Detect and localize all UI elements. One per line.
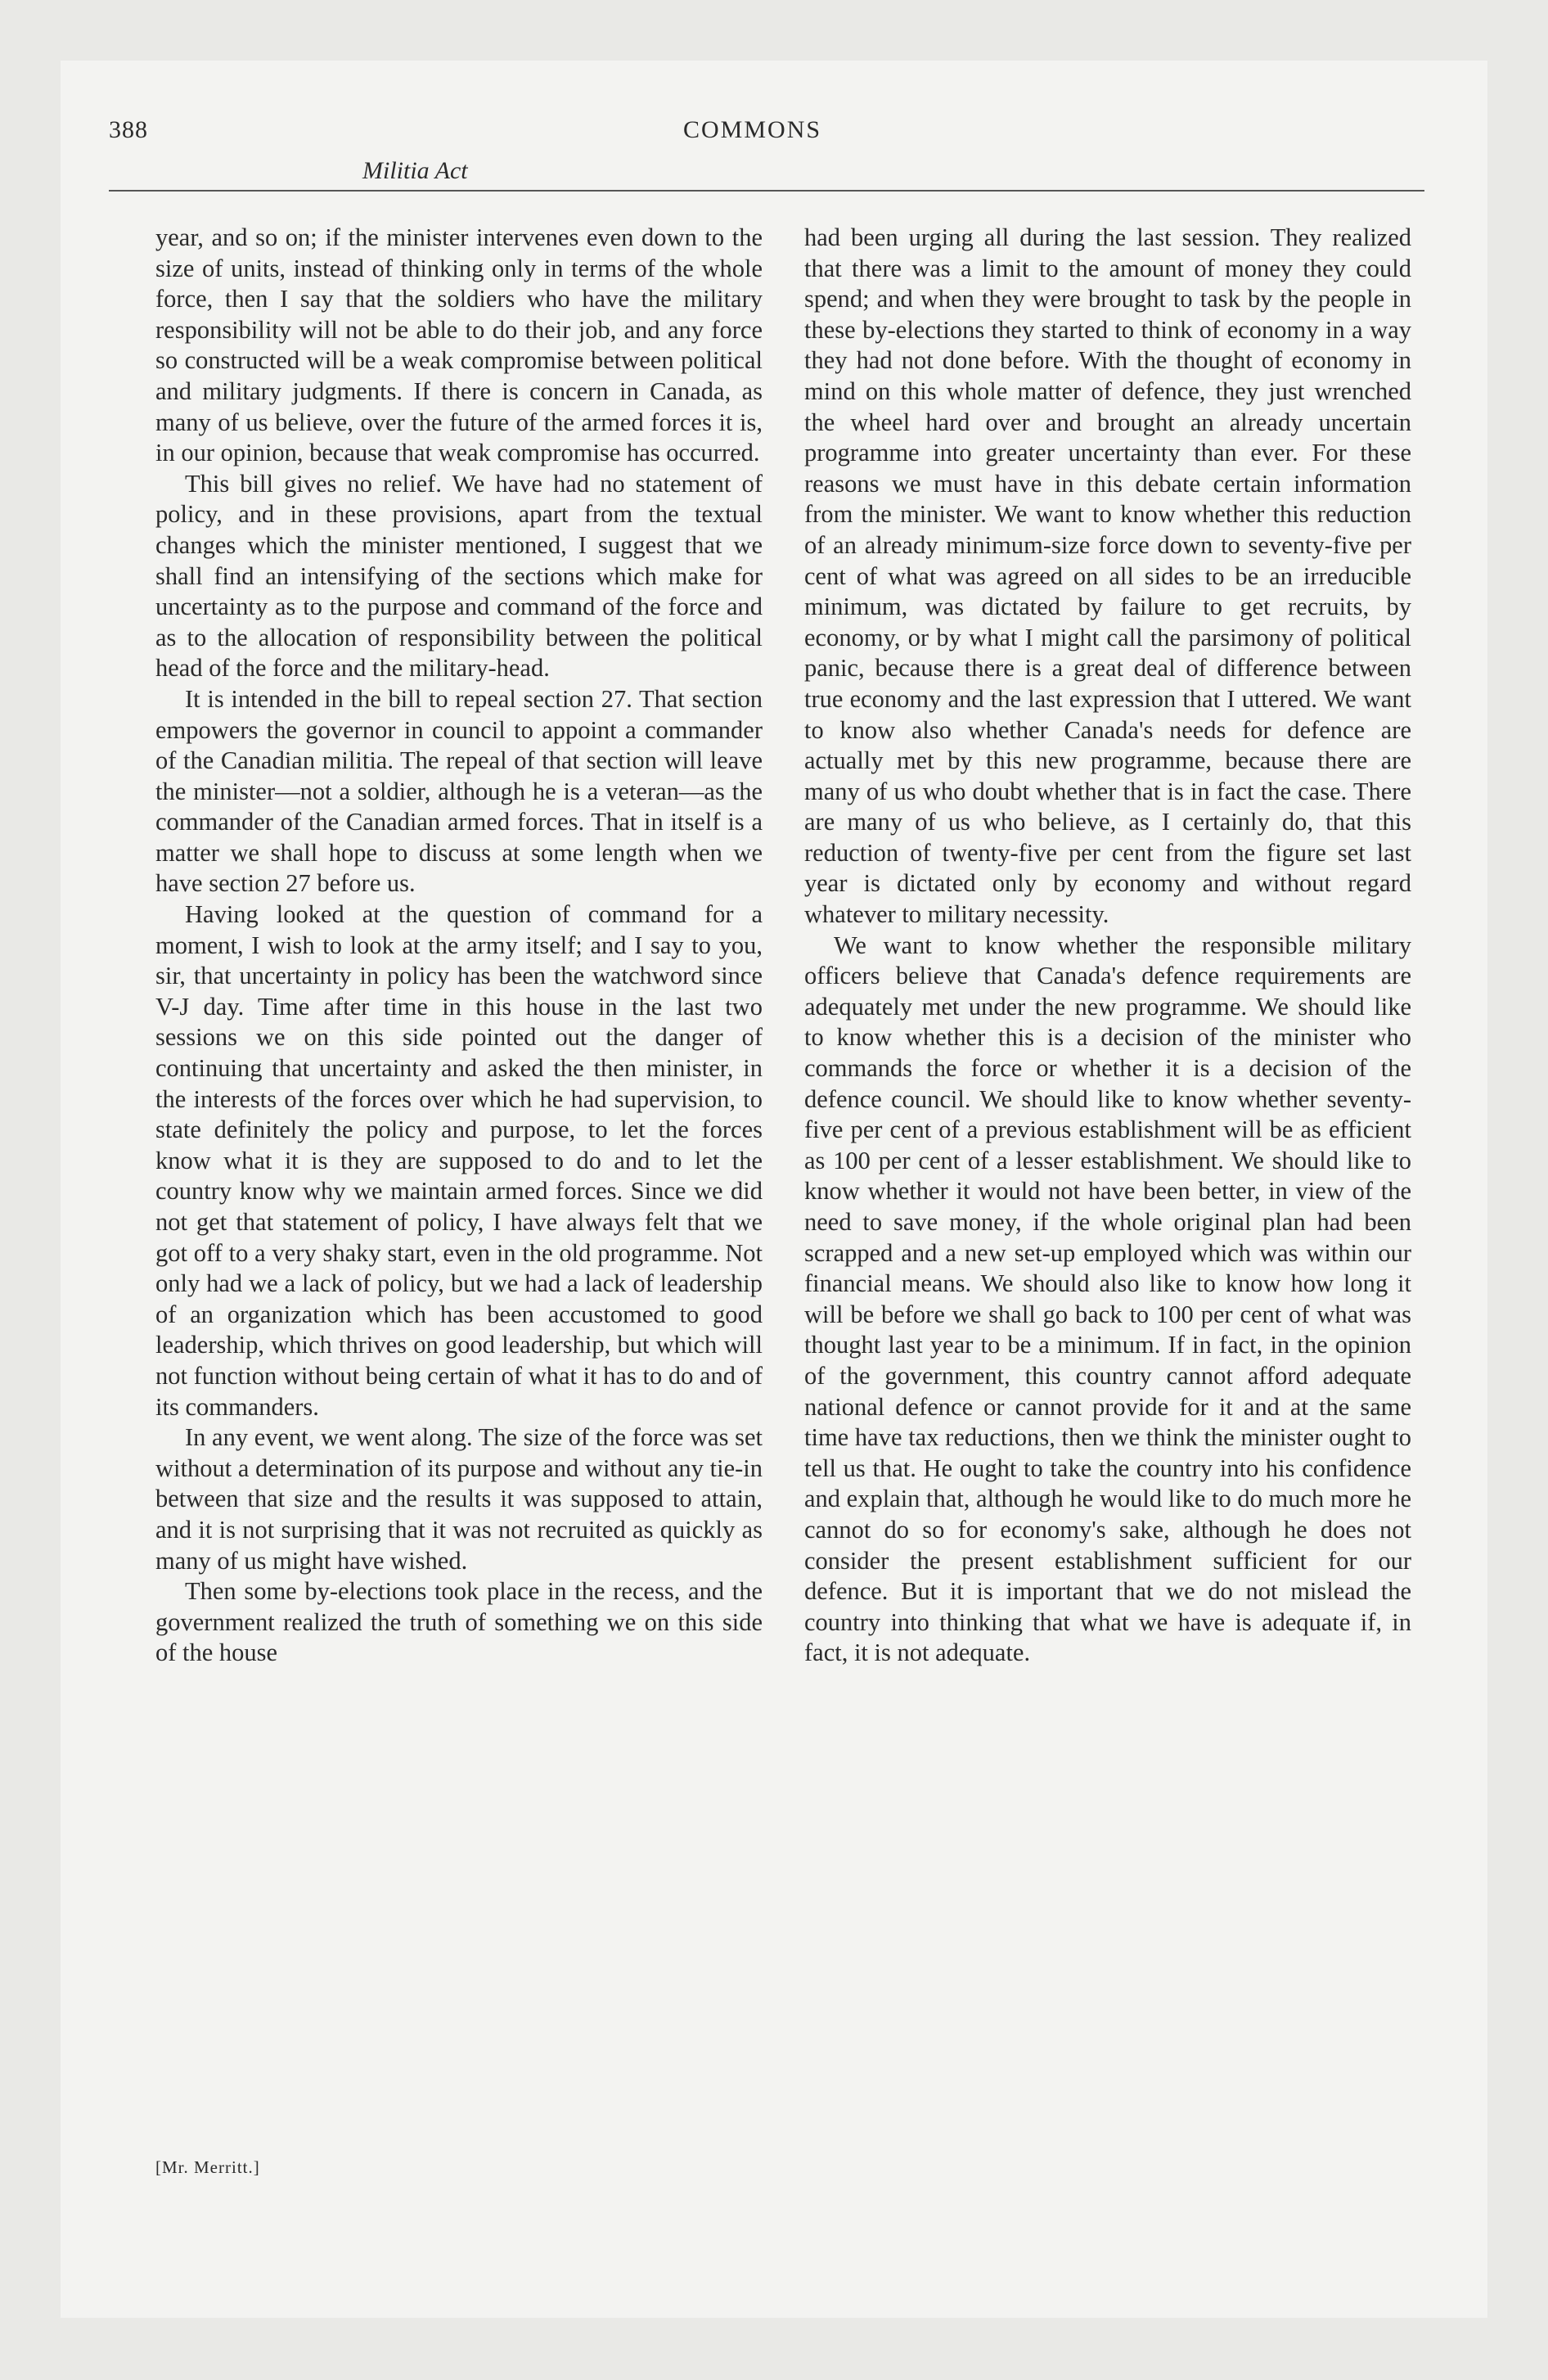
section-name: COMMONS xyxy=(683,116,822,143)
paragraph: We want to know whether the responsible military officers believe that Canada's defence requirements are adequately met under the new programme. We should like to know whether this is a decision of the minister who commands the force or whether it is a decision of the defence council. We should like to know whether seventy-five per cent of a previous establishment will be as efficient as 100 per cent of a lesser establishment. We should like to know whether it would not have been better, in view of the need to save money, if the whole original plan had been scrapped and a new set-up employed which was within our financial means. We should also like to know how long it will be before we shall go back to 100 per cent of what was thought last year to be a minimum. If in fact, in the opinion of the government, this country cannot afford adequate national defence or cannot provide for it and at the same time have tax reductions, then we think the minister ought to tell us that. He ought to take the country into his confidence and explain that, although he would like to do much more he cannot do so for economy's sake, although he does not consider the present establishment sufficient for our defence. But it is important that we do not mislead the country into thinking that what we have is adequate if, in fact, it is not adequate. xyxy=(804,931,1411,1667)
paragraph: had been urging all during the last session. They realized that there was a limit to the amount of money they could spend; and when they were brought to task by the people in these by-elections they started to think of economy in a way they had not done before. With the thought of economy in mind on this whole matter of defence, they just wrenched the wheel hard over and brought an already uncertain programme into greater uncertainty than ever. For these reasons we must have in this debate certain information from the minister. We want to know whether this reduction of an already minimum-size force down to seventy-five per cent of what was agreed on all sides to be an irreducible minimum, was dictated by failure to get recruits, by economy, or by what I might call the parsimony of political panic, because there is a great deal of difference between true economy and the last expression that I uttered. We want to know also whether Canada's needs for defence are actually met by this new programme, because there are many of us who doubt whether that is in fact the case. There are many of us who believe, as I certainly do, that this reduction of twenty-five per cent from the figure set last year is dictated only by economy and without regard whatever to military necessity. xyxy=(804,223,1411,929)
header-rule xyxy=(109,190,1424,192)
speaker-attribution: [Mr. Merritt.] xyxy=(155,2157,260,2177)
paragraph: Having looked at the question of command for a moment, I wish to look at the army itself; and I say to you, sir, that uncertainty in policy has been the watchword since V-J day. Time after time in this house in the last two sessions we on this side pointed out the danger of continuing that uncertainty and asked the then minister, in the interests of the forces over which he had supervision, to state definitely the policy and purpose, to let the forces know what it is they are supposed to do and to let the country know why we maintain armed forces. Since we did not get that statement of policy, I have always felt that we got off to a very shaky start, even in the old programme. Not only had we a lack of policy, but we had a lack of leadership of an organization which has been accustomed to good leadership, which thrives on good leadership, but which will not function without being certain of what it has to do and of its commanders. xyxy=(155,900,763,1421)
left-column xyxy=(155,223,763,1669)
page-header xyxy=(109,108,1424,190)
paragraph: It is intended in the bill to repeal section 27. That section empowers the governor in council to appoint a commander of the Canadian militia. The repeal of that section will leave the minister—not a soldier, although he is a veteran—as the commander of the Canadian armed forces. That in itself is a matter we shall hope to discuss at some length when we have section 27 before us. xyxy=(155,684,763,898)
page-number: 388 xyxy=(109,116,148,143)
paragraph: In any event, we went along. The size of the force was set without a determination of its purpose and without any tie-in between that size and the results it was supposed to attain, and it is not surprising that it was not recruited as quickly as many of us might have wished. xyxy=(155,1423,763,1575)
paragraph: year, and so on; if the minister intervenes even down to the size of units, instead of thinking only in terms of the whole force, then I say that the soldiers who have the military responsibility will not be able to do their job, and any force so constructed will be a weak compromise between political and military judgments. If there is concern in Canada, as many of us believe, over the future of the armed forces it is, in our opinion, because that weak compromise has occurred. xyxy=(155,223,763,467)
right-column xyxy=(804,223,1411,1669)
subject-title: Militia Act xyxy=(362,157,468,184)
paragraph: Then some by-elections took place in the recess, and the government realized the truth of something we on this side of the house xyxy=(155,1577,763,1667)
paragraph: This bill gives no relief. We have had no statement of policy, and in these provisions, apart from the textual changes which the minister mentioned, I suggest that we shall find an intensifying of the sections which make for uncertainty as to the purpose and command of the force and as to the allocation of responsibility between the political head of the force and the military-head. xyxy=(155,469,763,683)
